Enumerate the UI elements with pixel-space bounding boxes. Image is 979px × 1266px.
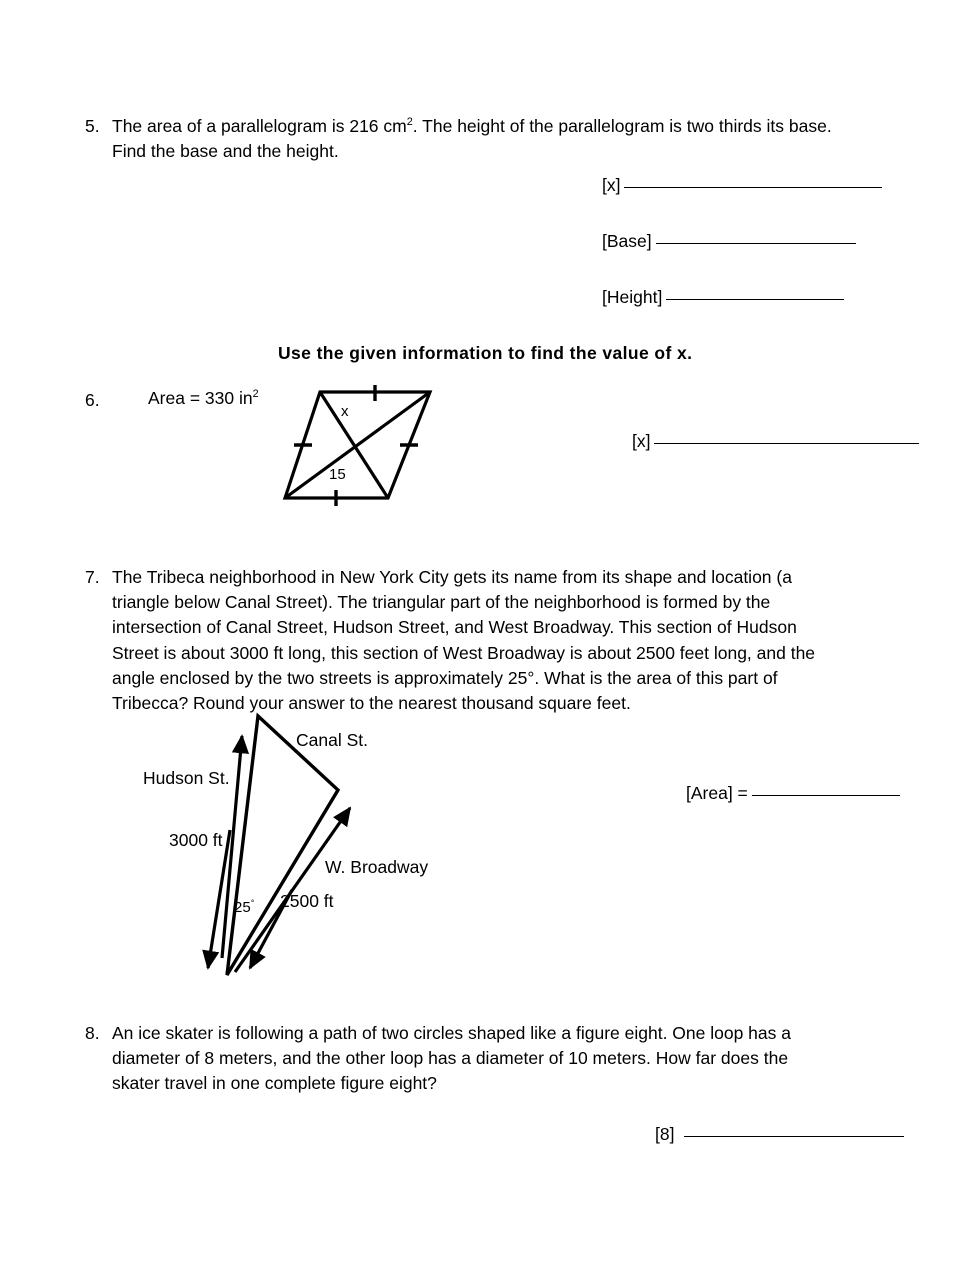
question-8-line-3: skater travel in one complete figure eight? <box>112 1073 437 1094</box>
question-5-answer-x-line[interactable] <box>624 187 882 188</box>
section-heading: Use the given information to find the value of x. <box>278 343 693 363</box>
question-5-line-1 <box>112 114 902 139</box>
question-5-line-1-post: . The height of the parallelogram is two thirds its base. <box>412 116 832 136</box>
question-7-line-5: angle enclosed by the two streets is approximately 25°. What is the area of this part of <box>112 667 778 688</box>
question-5-answer-base-label: [Base] <box>602 231 652 251</box>
question-6-answer-x-line[interactable] <box>654 443 919 444</box>
question-7-line-4: Street is about 3000 ft long, this section of West Broadway is about 2500 feet long, and the <box>112 642 816 663</box>
question-7-answer-area-line[interactable] <box>752 795 900 796</box>
question-8-answer-line[interactable] <box>684 1136 904 1137</box>
question-5-answer-x[interactable] <box>602 175 882 196</box>
question-7-line-1: The Tribeca neighborhood in New York City gets its name from its shape and location (a <box>112 567 792 587</box>
question-7-label-hudson-st: Hudson St. <box>143 768 230 788</box>
question-8-text <box>112 1021 902 1097</box>
question-5-number: 5. <box>85 116 100 136</box>
question-6-diagram <box>270 378 450 513</box>
question-5-answer-height[interactable] <box>602 287 844 308</box>
question-7-label-broadway-length: 2500 ft <box>280 891 334 911</box>
question-5-answer-base[interactable] <box>602 231 856 252</box>
question-7-answer-area[interactable] <box>686 783 900 804</box>
question-7-number: 7. <box>85 567 100 587</box>
question-7-text <box>112 565 902 716</box>
question-5-line-2: Find the base and the height. <box>112 141 339 162</box>
question-7-label-w-broadway: W. Broadway <box>325 857 429 877</box>
question-5-answer-height-line[interactable] <box>666 299 844 300</box>
question-6-label-15: 15 <box>329 466 346 483</box>
question-7-line-2: triangle below Canal Street). The triangular part of the neighborhood is formed by the <box>112 592 771 613</box>
question-8-line-2: diameter of 8 meters, and the other loop has a diameter of 10 meters. How far does the <box>112 1048 789 1069</box>
question-6-answer-x[interactable] <box>632 431 919 452</box>
question-5-answer-height-label: [Height] <box>602 287 663 307</box>
question-5-answer-base-line[interactable] <box>656 243 856 244</box>
question-5-text <box>112 114 902 164</box>
broadway-dimension-arrow-upper <box>235 808 350 972</box>
question-7-label-hudson-length: 3000 ft <box>169 830 223 850</box>
question-8-line-1: An ice skater is following a path of two circles shaped like a figure eight. One loop has a <box>112 1023 791 1043</box>
question-6-given-area-text: Area = 330 in <box>148 388 253 408</box>
question-8-answer-label: [8] <box>655 1124 675 1144</box>
question-7-label-angle <box>234 899 254 916</box>
question-5-line-1-superscript: 2 <box>406 116 413 129</box>
question-7-angle-degree-symbol: ° <box>250 898 255 908</box>
question-7-label-canal-st: Canal St. <box>296 730 368 750</box>
question-7-line-6: Tribecca? Round your answer to the nearest thousand square feet. <box>112 693 631 714</box>
question-8-number: 8. <box>85 1023 100 1043</box>
question-7-angle-value: 25 <box>234 899 251 916</box>
question-7-line-3: intersection of Canal Street, Hudson Street, and West Broadway. This section of Hudson <box>112 617 797 638</box>
question-6-number: 6. <box>85 390 100 410</box>
question-7-answer-area-label: [Area] = <box>686 783 748 803</box>
triangle-outline <box>227 716 338 975</box>
question-8-answer[interactable] <box>655 1124 904 1145</box>
question-6-label-x: x <box>341 403 349 420</box>
question-5-line-1-pre: The area of a parallelogram is 216 cm <box>112 116 407 136</box>
question-6-answer-x-label: [x] <box>632 431 651 451</box>
question-5-answer-x-label: [x] <box>602 175 621 195</box>
question-6-given-area-superscript: 2 <box>252 388 259 401</box>
question-6-given-area <box>148 388 259 409</box>
